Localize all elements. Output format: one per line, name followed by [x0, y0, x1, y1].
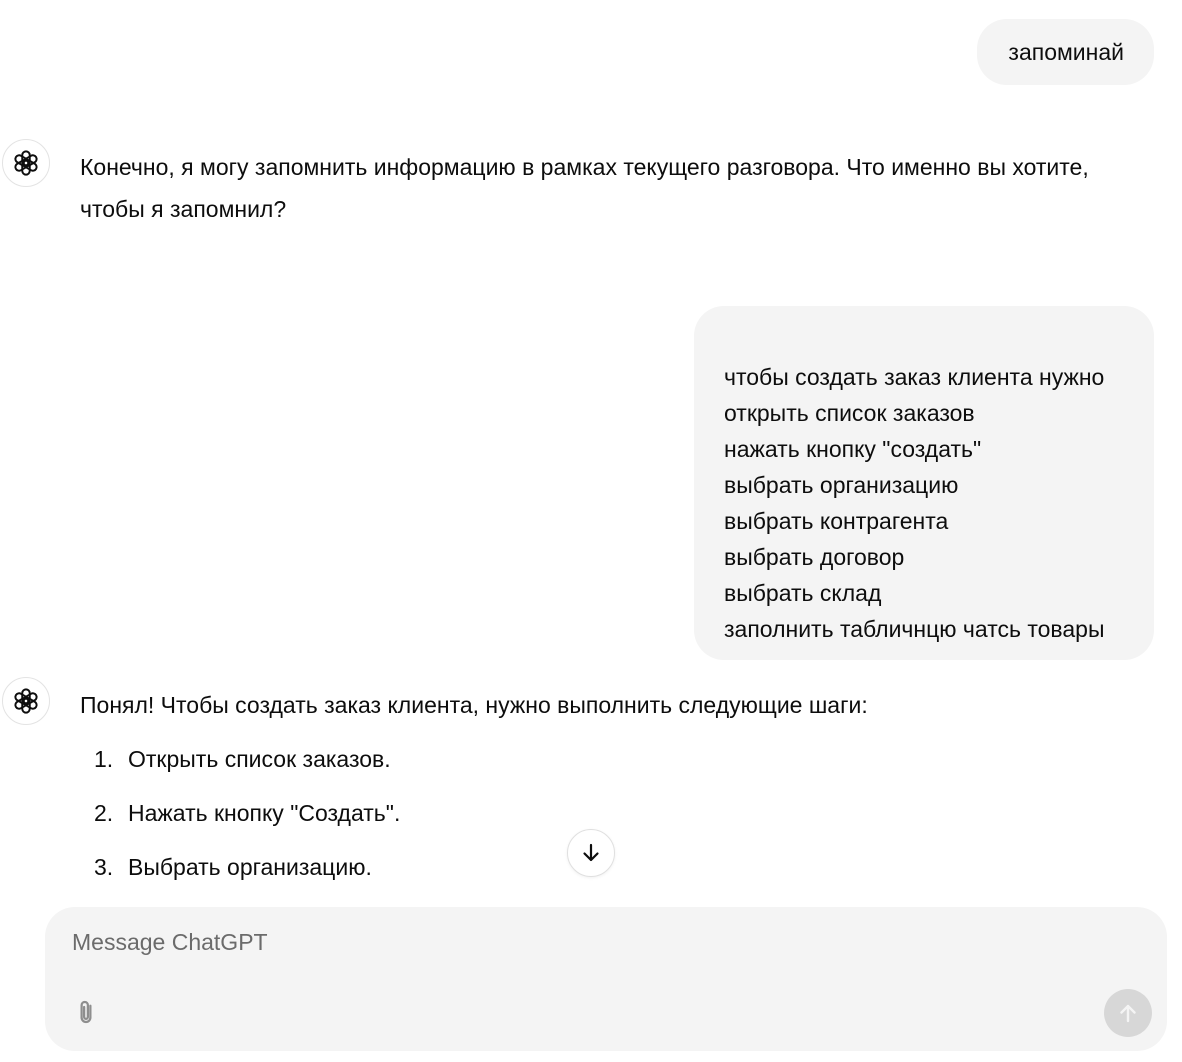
message-composer	[45, 907, 1167, 1051]
list-item	[80, 792, 1150, 846]
step-text: Нажать кнопку "Создать".	[128, 800, 401, 826]
step-text: Открыть список заказов.	[128, 746, 391, 772]
assistant-avatar	[2, 139, 50, 187]
assistant-message-text: Конечно, я могу запомнить информацию в рамках текущего разговора. Что именно вы хотите, чтобы я запомнил?	[80, 154, 1089, 222]
step-number: 2.	[94, 800, 114, 826]
step-number: 1.	[94, 746, 114, 772]
user-message-text: чтобы создать заказ клиента нужно открыть список заказов нажать кнопку "создать" выбрать организацию выбрать контрагента выбрать договор выбрать склад заполнить табличнцю чатсь товары	[724, 364, 1105, 642]
assistant-message	[80, 684, 1150, 900]
user-message-text: запоминай	[1008, 39, 1124, 65]
paperclip-icon	[71, 997, 101, 1027]
step-number: 3.	[94, 854, 114, 880]
assistant-message-intro: Понял! Чтобы создать заказ клиента, нужно выполнить следующие шаги:	[80, 692, 868, 718]
assistant-avatar	[2, 677, 50, 725]
assistant-message	[80, 146, 1150, 230]
attach-file-button[interactable]	[69, 995, 103, 1029]
step-text: Выбрать организацию.	[128, 854, 372, 880]
scroll-to-bottom-button[interactable]	[567, 829, 615, 877]
list-item	[80, 738, 1150, 792]
arrow-down-icon	[579, 841, 603, 865]
steps-list	[80, 738, 1150, 900]
send-button[interactable]	[1104, 989, 1152, 1037]
openai-logo-icon	[12, 149, 40, 177]
message-input[interactable]	[72, 929, 1072, 956]
arrow-up-icon	[1116, 1001, 1140, 1025]
user-message-bubble	[977, 19, 1154, 85]
list-item	[80, 846, 1150, 900]
openai-logo-icon	[12, 687, 40, 715]
user-message-bubble	[694, 306, 1154, 660]
